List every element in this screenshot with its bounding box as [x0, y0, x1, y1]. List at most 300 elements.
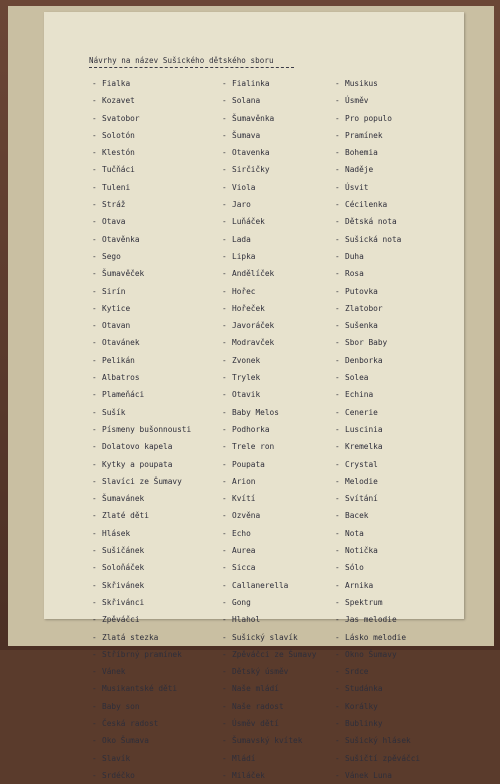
- list-item-text: Crystal: [345, 459, 378, 469]
- list-dash: -: [92, 355, 97, 365]
- list-item: [92, 456, 191, 473]
- list-dash: -: [92, 113, 97, 123]
- list-item-text: Solana: [232, 96, 261, 106]
- list-dash: -: [222, 234, 227, 244]
- list-item-text: Putovka: [345, 286, 378, 296]
- list-item-text: Sólo: [345, 563, 364, 573]
- list-item-text: Stráž: [102, 200, 126, 210]
- list-item-text: Šumavský kvítek: [232, 736, 303, 746]
- list-dash: -: [222, 373, 227, 383]
- list-item-text: Sušický slavík: [232, 632, 298, 642]
- list-item-text: Úsměv dětí: [232, 718, 279, 728]
- list-item: [222, 369, 317, 386]
- list-dash: -: [222, 286, 227, 296]
- list-dash: -: [335, 130, 340, 140]
- list-item: [335, 196, 420, 213]
- list-item: [222, 629, 317, 646]
- list-item-text: Slavík: [102, 753, 131, 763]
- list-item: [335, 456, 420, 473]
- list-item: [222, 283, 317, 300]
- list-dash: -: [335, 753, 340, 763]
- list-item: [222, 507, 317, 524]
- list-dash: -: [335, 718, 340, 728]
- list-dash: -: [92, 407, 97, 417]
- list-dash: -: [222, 303, 227, 313]
- list-dash: -: [222, 321, 227, 331]
- list-dash: -: [92, 476, 97, 486]
- list-item: [222, 127, 317, 144]
- list-item-text: Bohemia: [345, 148, 378, 158]
- list-item-text: Pramínek: [345, 130, 383, 140]
- list-dash: -: [222, 753, 227, 763]
- list-item-text: Oko Šumava: [102, 736, 149, 746]
- list-dash: -: [222, 563, 227, 573]
- list-dash: -: [92, 373, 97, 383]
- list-item: [222, 110, 317, 127]
- list-item: [335, 404, 420, 421]
- list-dash: -: [335, 113, 340, 123]
- list-item: [92, 127, 191, 144]
- list-dash: -: [335, 79, 340, 88]
- list-item: [92, 231, 191, 248]
- list-item: [92, 75, 191, 92]
- list-dash: -: [222, 338, 227, 348]
- list-item: [335, 265, 420, 282]
- list-item: [222, 525, 317, 542]
- list-item-text: Ozvěna: [232, 511, 261, 521]
- list-item: [222, 196, 317, 213]
- list-item: [335, 386, 420, 403]
- list-item: [335, 213, 420, 230]
- list-dash: -: [335, 217, 340, 227]
- list-item-text: Hořeček: [232, 303, 265, 313]
- list-item-text: Rosa: [345, 269, 364, 279]
- list-dash: -: [335, 563, 340, 573]
- list-item-text: Písmeny bušonnousti: [102, 424, 192, 434]
- list-item: [92, 680, 191, 697]
- list-dash: -: [92, 148, 97, 158]
- list-dash: -: [335, 511, 340, 521]
- list-dash: -: [222, 390, 227, 400]
- list-item: [92, 421, 191, 438]
- list-dash: -: [335, 251, 340, 261]
- list-dash: -: [335, 684, 340, 694]
- list-dash: -: [222, 96, 227, 106]
- list-item-text: Zlatá stezka: [102, 632, 159, 642]
- list-item: [335, 698, 420, 715]
- list-item-text: Jaro: [232, 200, 251, 210]
- list-item-text: Miláček: [232, 770, 265, 780]
- list-item-text: Baby Melos: [232, 407, 279, 417]
- list-dash: -: [222, 684, 227, 694]
- list-item: [335, 715, 420, 732]
- list-item: [335, 577, 420, 594]
- list-item: [222, 386, 317, 403]
- list-item-text: Andělíček: [232, 269, 275, 279]
- list-item-text: Bublinky: [345, 718, 383, 728]
- list-item-text: Fialka: [102, 79, 131, 88]
- list-item: [335, 248, 420, 265]
- list-item-text: Svítání: [345, 494, 378, 504]
- list-item: [222, 646, 317, 663]
- list-item-text: Úsměv: [345, 96, 369, 106]
- list-dash: -: [335, 424, 340, 434]
- list-item-text: Sušická nota: [345, 234, 402, 244]
- list-item-text: Naše radost: [232, 701, 284, 711]
- list-dash: -: [222, 130, 227, 140]
- list-dash: -: [92, 424, 97, 434]
- list-item-text: Pro populo: [345, 113, 392, 123]
- list-item: [222, 300, 317, 317]
- list-item-text: Naděje: [345, 165, 374, 175]
- list-item-text: Otavánek: [102, 338, 140, 348]
- list-dash: -: [92, 684, 97, 694]
- list-item: [222, 732, 317, 749]
- list-item: [222, 161, 317, 178]
- list-item: [335, 663, 420, 680]
- list-item: [92, 92, 191, 109]
- list-item-text: Sušičtí zpěváčci: [345, 753, 421, 763]
- list-item-text: Otavan: [102, 321, 131, 331]
- list-item: [335, 231, 420, 248]
- list-item-text: Česká radost: [102, 718, 159, 728]
- list-dash: -: [92, 718, 97, 728]
- list-item-text: Musikantské děti: [102, 684, 178, 694]
- list-item-text: Hlásek: [102, 528, 131, 538]
- list-dash: -: [222, 251, 227, 261]
- list-item: [335, 732, 420, 749]
- list-dash: -: [222, 407, 227, 417]
- list-item-text: Sbor Baby: [345, 338, 388, 348]
- list-dash: -: [335, 286, 340, 296]
- list-dash: -: [335, 597, 340, 607]
- list-item: [335, 507, 420, 524]
- list-item: [335, 559, 420, 576]
- list-item: [92, 110, 191, 127]
- list-item-text: Vánek: [102, 667, 126, 677]
- list-item-text: Sirín: [102, 286, 126, 296]
- list-item-text: Sirčičky: [232, 165, 270, 175]
- list-item-text: Sušičánek: [102, 546, 145, 556]
- list-dash: -: [335, 200, 340, 210]
- list-item: [335, 75, 420, 92]
- list-dash: -: [92, 182, 97, 192]
- list-item: [335, 283, 420, 300]
- list-item: [335, 473, 420, 490]
- list-dash: -: [222, 580, 227, 590]
- list-dash: -: [222, 148, 227, 158]
- list-item: [335, 352, 420, 369]
- list-item: [222, 542, 317, 559]
- list-dash: -: [92, 649, 97, 659]
- list-item: [92, 317, 191, 334]
- list-dash: -: [92, 580, 97, 590]
- list-dash: -: [92, 667, 97, 677]
- list-item-text: Mládí: [232, 753, 256, 763]
- list-item-text: Sušík: [102, 407, 126, 417]
- list-item: [92, 144, 191, 161]
- list-item: [222, 456, 317, 473]
- list-item: [222, 594, 317, 611]
- list-dash: -: [335, 546, 340, 556]
- list-item-text: Callanerella: [232, 580, 289, 590]
- list-item: [92, 525, 191, 542]
- list-item: [222, 663, 317, 680]
- list-item: [335, 611, 420, 628]
- list-dash: -: [222, 528, 227, 538]
- list-item-text: Šumavěček: [102, 269, 145, 279]
- list-item: [335, 542, 420, 559]
- list-item-text: Luscinia: [345, 424, 383, 434]
- list-item-text: Albatros: [102, 373, 140, 383]
- list-dash: -: [335, 649, 340, 659]
- list-item: [92, 611, 191, 628]
- list-item-text: Baby son: [102, 701, 140, 711]
- list-item-text: Denborka: [345, 355, 383, 365]
- list-dash: -: [335, 580, 340, 590]
- list-dash: -: [92, 511, 97, 521]
- list-item-text: Klestón: [102, 148, 135, 158]
- list-dash: -: [335, 182, 340, 192]
- list-item: [222, 248, 317, 265]
- list-dash: -: [222, 113, 227, 123]
- list-item-text: Vánek Luna: [345, 770, 392, 780]
- list-item: [335, 317, 420, 334]
- list-dash: -: [92, 494, 97, 504]
- list-dash: -: [222, 79, 227, 88]
- list-dash: -: [335, 373, 340, 383]
- list-item-text: Srdéčko: [102, 770, 135, 780]
- list-item-text: Otavěnka: [102, 234, 140, 244]
- list-item-text: Slavíci ze Šumavy: [102, 476, 182, 486]
- list-item-text: Spektrum: [345, 597, 383, 607]
- list-dash: -: [222, 355, 227, 365]
- list-item-text: Otavik: [232, 390, 261, 400]
- list-item-text: Trylek: [232, 373, 261, 383]
- list-item: [92, 698, 191, 715]
- list-dash: -: [222, 165, 227, 175]
- list-dash: -: [222, 511, 227, 521]
- list-dash: -: [222, 718, 227, 728]
- list-item: [335, 300, 420, 317]
- list-item-text: Stříbrný pramínek: [102, 649, 182, 659]
- list-item: [335, 127, 420, 144]
- list-dash: -: [92, 753, 97, 763]
- list-item: [92, 334, 191, 351]
- list-item-text: Notička: [345, 546, 378, 556]
- list-item: [92, 248, 191, 265]
- list-item-text: Hlahol: [232, 615, 261, 625]
- list-item-text: Trele ron: [232, 442, 275, 452]
- list-dash: -: [335, 736, 340, 746]
- list-dash: -: [92, 563, 97, 573]
- list-item-text: Šumavánek: [102, 494, 145, 504]
- list-dash: -: [92, 321, 97, 331]
- list-item: [92, 213, 191, 230]
- list-item-text: Dětský úsměv: [232, 667, 289, 677]
- list-item-text: Pelikán: [102, 355, 135, 365]
- list-item-text: Melodie: [345, 476, 378, 486]
- list-item-text: Tuleni: [102, 182, 131, 192]
- list-item: [222, 421, 317, 438]
- list-item-text: Šumavěnka: [232, 113, 275, 123]
- name-list-column-2: [222, 75, 317, 784]
- list-item: [335, 179, 420, 196]
- list-dash: -: [222, 459, 227, 469]
- list-dash: -: [222, 770, 227, 780]
- list-dash: -: [335, 770, 340, 780]
- list-item-text: Sušenka: [345, 321, 378, 331]
- list-dash: -: [335, 165, 340, 175]
- list-dash: -: [222, 269, 227, 279]
- list-item: [222, 698, 317, 715]
- list-item: [222, 490, 317, 507]
- list-item-text: Echina: [345, 390, 374, 400]
- list-item: [335, 438, 420, 455]
- list-dash: -: [92, 546, 97, 556]
- list-item: [222, 334, 317, 351]
- list-item-text: Dolatovo kapela: [102, 442, 173, 452]
- list-item: [92, 196, 191, 213]
- list-item-text: Skřivánci: [102, 597, 145, 607]
- list-dash: -: [222, 424, 227, 434]
- list-item: [335, 161, 420, 178]
- list-item: [92, 265, 191, 282]
- list-item-text: Fialinka: [232, 79, 270, 88]
- list-dash: -: [222, 546, 227, 556]
- list-item-text: Poupata: [232, 459, 265, 469]
- list-dash: -: [92, 200, 97, 210]
- list-item-text: Sego: [102, 251, 121, 261]
- list-item-text: Šumava: [232, 130, 261, 140]
- list-item-text: Echo: [232, 528, 251, 538]
- list-item-text: Lásko melodie: [345, 632, 407, 642]
- list-dash: -: [335, 494, 340, 504]
- list-item: [335, 369, 420, 386]
- list-item-text: Otava: [102, 217, 126, 227]
- list-dash: -: [335, 303, 340, 313]
- list-item: [92, 542, 191, 559]
- list-dash: -: [335, 459, 340, 469]
- list-item-text: Plameňáci: [102, 390, 145, 400]
- list-item: [335, 525, 420, 542]
- list-item-text: Dětská nota: [345, 217, 397, 227]
- list-dash: -: [335, 269, 340, 279]
- list-item-text: Bacek: [345, 511, 369, 521]
- list-item-text: Javoráček: [232, 321, 275, 331]
- list-item-text: Zlaté děti: [102, 511, 149, 521]
- list-dash: -: [92, 459, 97, 469]
- list-item: [92, 577, 191, 594]
- list-item-text: Aurea: [232, 546, 256, 556]
- list-item: [222, 404, 317, 421]
- list-item-text: Luňáček: [232, 217, 265, 227]
- list-dash: -: [222, 701, 227, 711]
- list-item: [222, 767, 317, 784]
- list-item: [92, 300, 191, 317]
- list-item: [222, 750, 317, 767]
- list-item-text: Soloňáček: [102, 563, 145, 573]
- list-item: [222, 231, 317, 248]
- list-item-text: Solotón: [102, 130, 135, 140]
- list-item-text: Nota: [345, 528, 364, 538]
- list-dash: -: [92, 303, 97, 313]
- list-dash: -: [335, 338, 340, 348]
- list-item-text: Jas melodie: [345, 615, 397, 625]
- list-item-text: Úsvit: [345, 182, 369, 192]
- list-item: [92, 404, 191, 421]
- list-item: [92, 646, 191, 663]
- list-item: [92, 750, 191, 767]
- list-item-text: Zvonek: [232, 355, 261, 365]
- name-list-column-3: [335, 75, 420, 784]
- list-item: [335, 490, 420, 507]
- list-item-text: Skřivánek: [102, 580, 145, 590]
- name-list-column-1: [92, 75, 191, 784]
- list-dash: -: [92, 165, 97, 175]
- list-dash: -: [222, 597, 227, 607]
- list-dash: -: [92, 96, 97, 106]
- list-item: [92, 283, 191, 300]
- list-dash: -: [335, 701, 340, 711]
- list-item: [92, 386, 191, 403]
- list-item-text: Viola: [232, 182, 256, 192]
- list-dash: -: [335, 632, 340, 642]
- list-dash: -: [92, 770, 97, 780]
- list-item: [92, 559, 191, 576]
- list-dash: -: [335, 442, 340, 452]
- list-item-text: Kytice: [102, 303, 131, 313]
- list-item: [92, 473, 191, 490]
- list-dash: -: [222, 442, 227, 452]
- list-item: [222, 611, 317, 628]
- list-item-text: Zpěváčci: [102, 615, 140, 625]
- list-item: [92, 663, 191, 680]
- list-dash: -: [92, 701, 97, 711]
- list-dash: -: [335, 667, 340, 677]
- list-item-text: Okno Šumavy: [345, 649, 397, 659]
- list-item: [222, 352, 317, 369]
- list-dash: -: [222, 217, 227, 227]
- list-item: [92, 594, 191, 611]
- list-item-text: Kozavet: [102, 96, 135, 106]
- list-dash: -: [92, 286, 97, 296]
- list-item: [92, 767, 191, 784]
- list-dash: -: [92, 217, 97, 227]
- list-item-text: Modravček: [232, 338, 275, 348]
- list-item-text: Kytky a poupata: [102, 459, 173, 469]
- list-dash: -: [335, 148, 340, 158]
- page-title: Návrhy na název Sušického dětského sboru: [89, 56, 274, 65]
- list-item-text: Tučňáci: [102, 165, 135, 175]
- list-dash: -: [222, 200, 227, 210]
- list-item: [92, 629, 191, 646]
- list-item-text: Lada: [232, 234, 251, 244]
- list-item-text: Musikus: [345, 79, 378, 88]
- list-item: [222, 92, 317, 109]
- list-item: [335, 110, 420, 127]
- list-item: [92, 715, 191, 732]
- list-item: [92, 490, 191, 507]
- list-dash: -: [335, 528, 340, 538]
- list-dash: -: [92, 79, 97, 88]
- list-item-text: Kremelka: [345, 442, 383, 452]
- list-item-text: Cécilenka: [345, 200, 388, 210]
- list-dash: -: [222, 494, 227, 504]
- list-item: [92, 507, 191, 524]
- list-item: [335, 680, 420, 697]
- list-dash: -: [222, 476, 227, 486]
